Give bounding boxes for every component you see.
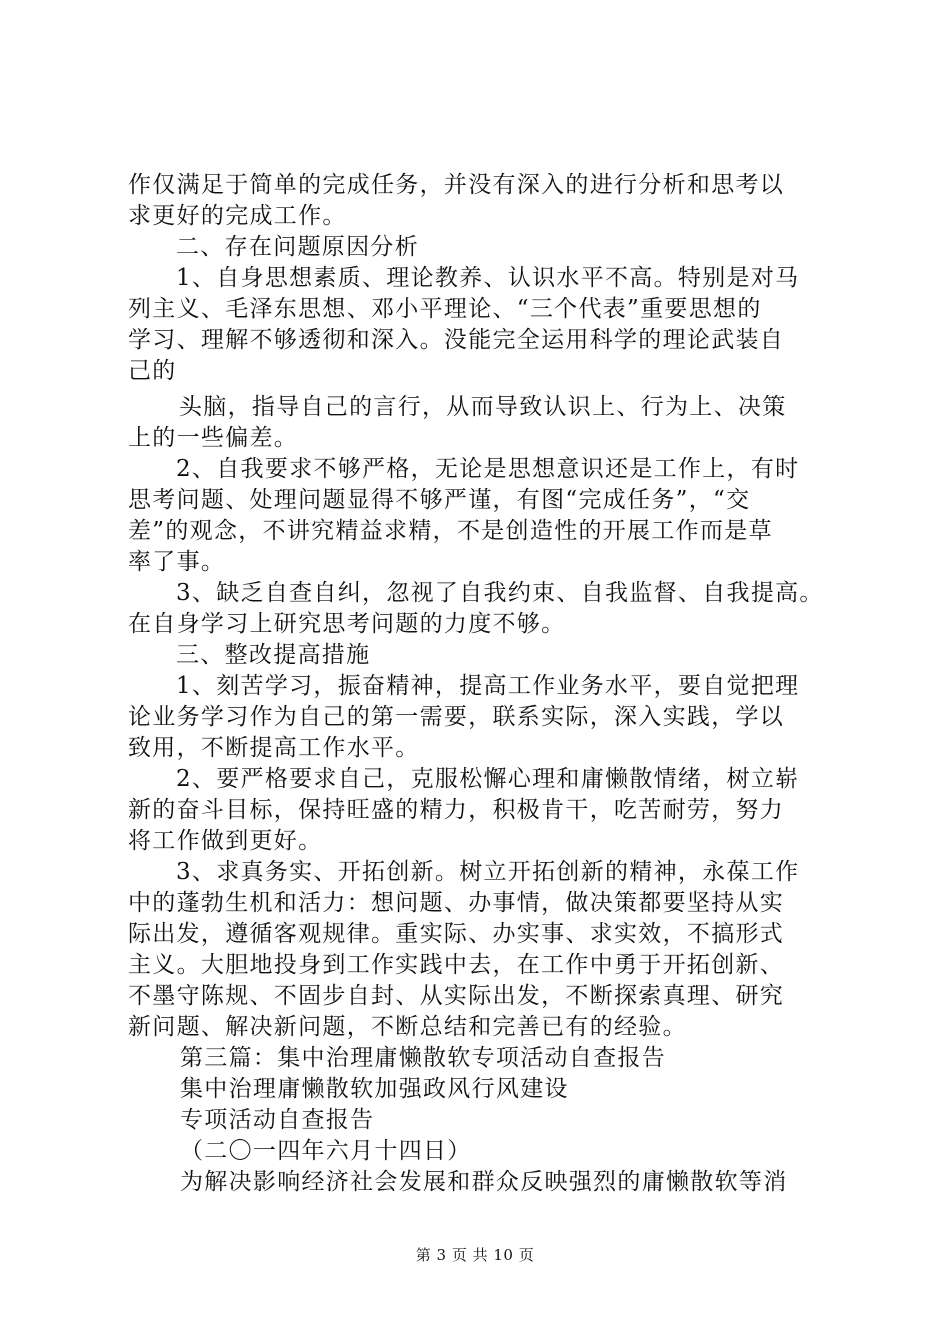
text-line: 学习、理解不够透彻和深入。没能完全运用科学的理论武装自 (128, 327, 785, 353)
text-line: 求更好的完成工作。 (128, 203, 347, 229)
section-heading: 三、整改提高措施 (176, 642, 371, 668)
text-line: 1、刻苦学习，振奋精神，提高工作业务水平，要自觉把理 (176, 673, 800, 699)
text-line: 作仅满足于简单的完成任务，并没有深入的进行分析和思考以 (128, 172, 785, 198)
text-line: 1、自身思想素质、理论教养、认识水平不高。特别是对马 (176, 265, 800, 291)
text-line: 际出发，遵循客观规律。重实际、办实事、求实效，不搞形式 (128, 921, 785, 947)
page-number-footer: 第 3 页 共 10 页 (415, 1246, 535, 1264)
text-line: 不墨守陈规、不固步自封、从实际出发，不断探索真理、研究 (128, 983, 785, 1009)
text-line: 新的奋斗目标，保持旺盛的精力，积极肯干，吃苦耐劳，努力 (128, 797, 785, 823)
text-line: 致用，不断提高工作水平。 (128, 735, 420, 761)
text-line: 头脑，指导自己的言行，从而导致认识上、行为上、决策 (179, 394, 787, 420)
text-line: 思考问题、处理问题显得不够严谨，有图“完成任务”，“交 (128, 487, 751, 513)
text-line: 列主义、毛泽东思想、邓小平理论、“三个代表”重要思想的 (128, 296, 762, 322)
text-line: 上的一些偏差。 (128, 425, 299, 451)
report-title: 集中治理庸懒散软加强政风行风建设 (180, 1076, 569, 1102)
report-subtitle: 专项活动自查报告 (180, 1107, 375, 1133)
report-date: （二〇一四年六月十四日） (180, 1138, 472, 1164)
text-line: 新问题、解决新问题，不断总结和完善已有的经验。 (128, 1014, 687, 1040)
text-line: 己的 (128, 358, 177, 384)
text-line: 为解决影响经济社会发展和群众反映强烈的庸懒散软等消 (180, 1169, 788, 1195)
text-line: 3、求真务实、开拓创新。树立开拓创新的精神，永葆工作 (176, 859, 800, 885)
text-line: 2、要严格要求自己，克服松懈心理和庸懒散情绪，树立崭 (176, 766, 800, 792)
text-line: 将工作做到更好。 (128, 828, 323, 854)
text-line: 在自身学习上研究思考问题的力度不够。 (128, 611, 566, 637)
section-heading: 二、存在问题原因分析 (176, 234, 419, 260)
text-line: 主义。大胆地投身到工作实践中去，在工作中勇于开拓创新、 (128, 952, 785, 978)
text-line: 差”的观念，不讲究精益求精，不是创造性的开展工作而是草 (128, 518, 773, 544)
article-title: 第三篇：集中治理庸懒散软专项活动自查报告 (180, 1045, 666, 1071)
text-line: 论业务学习作为自己的第一需要，联系实际，深入实践，学以 (128, 704, 785, 730)
text-line: 3、缺乏自查自纠，忽视了自我约束、自我监督、自我提高。 (176, 580, 824, 606)
text-line: 率了事。 (128, 549, 226, 575)
text-line: 中的蓬勃生机和活力：想问题、办事情，做决策都要坚持从实 (128, 890, 785, 916)
text-line: 2、自我要求不够严格，无论是思想意识还是工作上，有时 (176, 456, 800, 482)
document-body (128, 170, 840, 1198)
